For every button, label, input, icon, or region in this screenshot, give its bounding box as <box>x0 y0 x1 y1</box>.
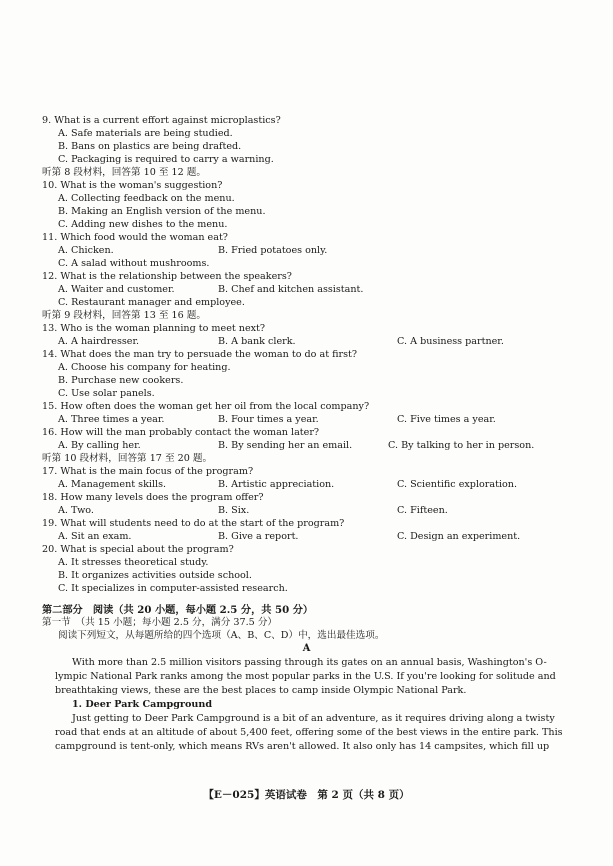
option: C. A salad without mushrooms. <box>58 258 210 269</box>
paragraph-line: campground is tent-only, which means RVs aren't allowed. It also only has 14 campsites, which fill up <box>55 741 550 752</box>
option: A. Management skills. <box>58 479 167 490</box>
option: C. Restaurant manager and employee. <box>58 297 245 308</box>
listening-instruction: 听第 8 段材料，回答第 10 至 12 题。 <box>42 167 206 178</box>
option: B. Bans on plastics are being drafted. <box>58 141 242 152</box>
listening-instruction: 听第 10 段材料，回答第 17 至 20 题。 <box>42 453 213 464</box>
option: B. By sending her an email. <box>218 440 353 451</box>
option: A. A hairdresser. <box>58 336 140 347</box>
question-18: 18. How many levels does the program offer? <box>42 492 264 503</box>
option: A. Sit an exam. <box>58 531 132 542</box>
listening-instruction: 听第 9 段材料，回答第 13 至 16 题。 <box>42 310 206 321</box>
option: C. By talking to her in person. <box>388 440 535 451</box>
question-12: 12. What is the relationship between the speakers? <box>42 271 292 282</box>
section-heading: 1. Deer Park Campground <box>72 699 213 710</box>
option: C. Fifteen. <box>397 505 448 516</box>
option: B. A bank clerk. <box>218 336 296 347</box>
option: A. Two. <box>58 505 94 516</box>
passage-label: A <box>302 643 311 654</box>
option: C. A business partner. <box>397 336 504 347</box>
option: C. It specializes in computer-assisted research. <box>58 583 288 594</box>
option: B. Artistic appreciation. <box>218 479 335 490</box>
option: A. Collecting feedback on the menu. <box>58 193 235 204</box>
paragraph-line: lympic National Park ranks among the most popular parks in the U.S. If you're looking for solitude and <box>55 671 556 682</box>
question-20: 20. What is special about the program? <box>42 544 234 555</box>
option: B. It organizes activities outside school. <box>58 570 252 581</box>
option: B. Four times a year. <box>218 414 319 425</box>
option: C. Five times a year. <box>397 414 496 425</box>
question-9: 9. What is a current effort against microplastics? <box>42 115 281 126</box>
option: B. Six. <box>218 505 250 516</box>
paragraph-line: Just getting to Deer Park Campground is a bit of an adventure, as it requires driving along a twisty <box>72 713 555 724</box>
question-17: 17. What is the main focus of the program? <box>42 466 254 477</box>
paragraph-line: road that ends at an altitude of about 5,400 feet, offering some of the best views in the entire park. This <box>55 727 563 738</box>
option: A. By calling her. <box>58 440 141 451</box>
question-14: 14. What does the man try to persuade the woman to do at first? <box>42 349 358 360</box>
option: B. Fried potatoes only. <box>218 245 328 256</box>
option: C. Scientific exploration. <box>397 479 518 490</box>
question-19: 19. What will students need to do at the start of the program? <box>42 518 345 529</box>
option: C. Packaging is required to carry a warning. <box>58 154 274 165</box>
option: C. Adding new dishes to the menu. <box>58 219 228 230</box>
question-11: 11. Which food would the woman eat? <box>42 232 228 243</box>
question-15: 15. How often does the woman get her oil from the local company? <box>42 401 370 412</box>
option: B. Making an English version of the menu. <box>58 206 266 217</box>
section-title: 第一节 （共 15 小题；每小题 2.5 分，满分 37.5 分） <box>42 617 278 628</box>
option: B. Purchase new cookers. <box>58 375 184 386</box>
paragraph-line: With more than 2.5 million visitors passing through its gates on an annual basis, Washington's O- <box>72 657 547 668</box>
option: A. Three times a year. <box>58 414 165 425</box>
option: C. Use solar panels. <box>58 388 155 399</box>
question-13: 13. Who is the woman planning to meet next? <box>42 323 266 334</box>
directions: 阅读下列短文，从每题所给的四个选项（A、B、C、D）中，选出最佳选项。 <box>58 630 385 641</box>
option: B. Chef and kitchen assistant. <box>218 284 364 295</box>
option: A. Safe materials are being studied. <box>58 128 233 139</box>
question-10: 10. What is the woman's suggestion? <box>42 180 223 191</box>
option: A. It stresses theoretical study. <box>58 557 209 568</box>
option: C. Design an experiment. <box>397 531 521 542</box>
paragraph-line: breathtaking views, these are the best places to camp inside Olympic National Park. <box>55 685 467 696</box>
part-title: 第二部分 阅读（共 20 小题，每小题 2.5 分，共 50 分） <box>42 604 314 616</box>
page-footer: 【E－025】英语试卷 第 2 页（共 8 页） <box>203 789 410 801</box>
option: A. Waiter and customer. <box>58 284 175 295</box>
option: A. Chicken. <box>58 245 114 256</box>
option: A. Choose his company for heating. <box>58 362 231 373</box>
question-16: 16. How will the man probably contact the woman later? <box>42 427 320 438</box>
option: B. Give a report. <box>218 531 299 542</box>
